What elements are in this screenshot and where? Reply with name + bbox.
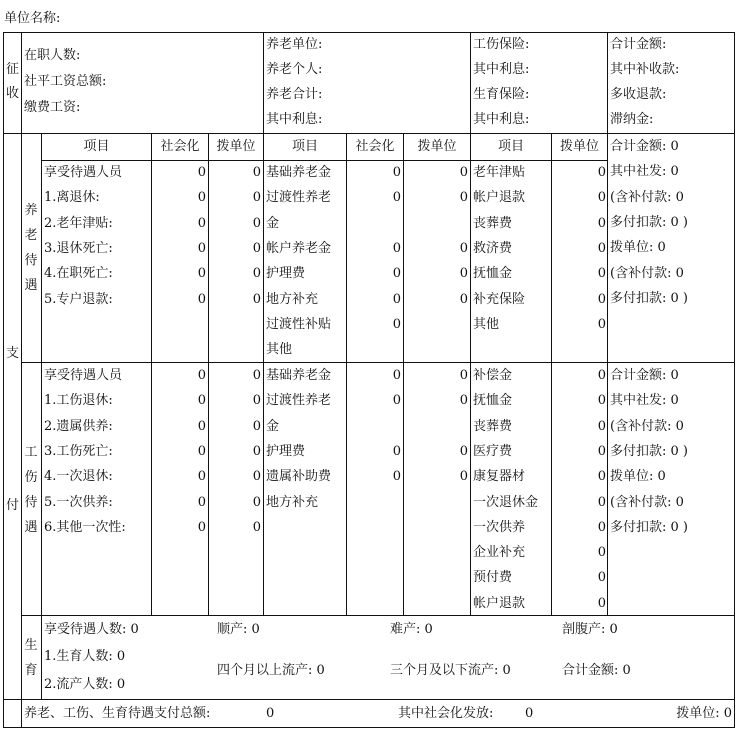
row-social-value: 0 <box>392 165 401 180</box>
totals-line: 多付扣款: 0 ) <box>610 214 688 230</box>
maternity-recipients: 享受待遇人数: 0 <box>44 622 139 637</box>
row-unit-value: 0 <box>252 215 261 231</box>
maternity-label: 生 育 <box>24 638 38 678</box>
row-item-name: 2.遗属供养: <box>44 418 113 434</box>
row-item-name: 丧葬费 <box>473 215 513 231</box>
row-item-name: 4.一次退休: <box>44 469 113 485</box>
row-social-value: 0 <box>392 190 401 206</box>
row-item-name: 4.在职死亡: <box>44 266 113 282</box>
row-unit-value: 0 <box>459 291 468 307</box>
row-item-name: 过渡性养老 <box>266 393 332 409</box>
row-item-name: 基础养老金 <box>266 165 332 180</box>
pension-unit-label: 养老单位: <box>266 37 323 52</box>
row-social-value: 0 <box>197 240 206 256</box>
row-item-name: 帐户退款 <box>473 595 526 611</box>
row-unit-value: 0 <box>597 443 606 459</box>
row-unit-value: 0 <box>252 469 261 485</box>
row-item-name: 其他 <box>473 316 500 332</box>
row-unit-value: 0 <box>252 393 261 409</box>
row-unit-value: 0 <box>459 240 468 256</box>
row-unit-value: 0 <box>459 469 468 485</box>
row-social-value: 0 <box>197 418 206 434</box>
row-item-name: 基础养老金 <box>266 368 332 383</box>
row-unit-value: 0 <box>597 291 606 307</box>
row-social-value: 0 <box>197 469 206 485</box>
row-unit-value: 0 <box>597 519 606 535</box>
row-social-value: 0 <box>197 291 206 307</box>
row-item-name: 1.工伤退休: <box>44 393 113 409</box>
header-item-1: 项目 <box>83 139 110 154</box>
row-social-value: 0 <box>197 266 206 282</box>
maternity-miscarriage-over4: 四个月以上流产: 0 <box>217 663 325 678</box>
row-social-value: 0 <box>392 266 401 282</box>
totals-line: 多付扣款: 0 ) <box>610 290 688 306</box>
row-unit-value: 0 <box>597 368 606 383</box>
maternity-total: 合计金额: 0 <box>562 663 631 678</box>
contribution-salary-label: 缴费工资: <box>24 100 81 115</box>
row-unit-value: 0 <box>252 418 261 434</box>
injury-insurance-label: 工伤保险: <box>473 37 530 52</box>
row-unit-value: 0 <box>597 570 606 586</box>
row-unit-value: 0 <box>459 190 468 206</box>
row-item-name: 帐户退款 <box>473 190 526 206</box>
row-social-value: 0 <box>197 165 206 180</box>
footer-total-value: 0 <box>266 706 275 721</box>
row-unit-value: 0 <box>597 595 606 611</box>
row-social-value: 0 <box>392 240 401 256</box>
totals-line: (含补付款: 0 <box>610 265 684 281</box>
row-item-name: 护理费 <box>266 443 306 459</box>
totals-line: 多付扣款: 0 ) <box>610 519 688 535</box>
row-unit-value: 0 <box>252 266 261 282</box>
row-social-value: 0 <box>197 368 206 383</box>
header-unit-1: 拨单位 <box>216 139 256 154</box>
row-social-value: 0 <box>197 393 206 409</box>
footer-social-value: 0 <box>525 706 534 721</box>
pension-personal-label: 养老个人: <box>266 62 323 77</box>
row-unit-value: 0 <box>252 291 261 307</box>
payout-label-bottom: 付 <box>5 498 19 513</box>
footer-social-label: 其中社会化发放: <box>398 706 494 721</box>
injury-interest-label: 其中利息: <box>473 62 530 77</box>
footer-unit: 拨单位: 0 <box>676 706 732 721</box>
row-social-value: 0 <box>392 316 401 332</box>
row-social-value: 0 <box>197 519 206 535</box>
row-unit-value: 0 <box>597 190 606 206</box>
row-item-name: 5.专户退款: <box>44 291 113 307</box>
totals-line: (含补付款: 0 <box>610 418 684 434</box>
row-unit-value: 0 <box>459 266 468 282</box>
row-unit-value: 0 <box>459 393 468 409</box>
row-item-name: 过渡性补贴 <box>266 316 332 332</box>
collect-total-amount-label: 合计金额: <box>610 37 667 52</box>
footer-total-label: 养老、工伤、生育待遇支付总额: <box>24 706 211 721</box>
row-item-name: 地方补充 <box>266 494 319 510</box>
maternity-miscarriage: 2.流产人数: 0 <box>44 677 126 692</box>
injury-label: 工 伤 待 遇 <box>24 445 38 535</box>
collect-label-2: 收 <box>5 86 19 101</box>
header-social-2: 社会化 <box>355 139 395 154</box>
row-item-name: 抚恤金 <box>473 393 513 409</box>
row-social-value: 0 <box>197 215 206 231</box>
row-item-name: 过渡性养老 <box>266 190 332 206</box>
row-item-name: 护理费 <box>266 266 306 282</box>
row-item-name: 其他 <box>266 342 293 358</box>
row-unit-value: 0 <box>597 215 606 231</box>
row-unit-value: 0 <box>597 165 606 180</box>
totals-line: 其中社发: 0 <box>610 164 679 180</box>
row-unit-value: 0 <box>252 519 261 535</box>
row-item-name: 抚恤金 <box>473 266 513 282</box>
header-unit-2: 拨单位 <box>417 139 457 154</box>
row-item-name: 医疗费 <box>473 443 513 459</box>
row-social-value: 0 <box>197 443 206 459</box>
totals-line: (含补付款: 0 <box>610 189 684 205</box>
header-social-1: 社会化 <box>160 139 200 154</box>
row-item-name: 5.一次供养: <box>44 494 113 510</box>
maternity-interest-label: 其中利息: <box>473 112 530 127</box>
row-item-name: 老年津贴 <box>473 165 526 180</box>
header-item-2: 项目 <box>291 139 318 154</box>
row-unit-value: 0 <box>252 165 261 180</box>
row-item-name: 补充保险 <box>473 291 526 307</box>
row-social-value: 0 <box>197 494 206 510</box>
avg-salary-total-label: 社平工资总额: <box>24 74 107 89</box>
row-item-name: 金 <box>266 418 280 434</box>
row-item-name: 6.其他一次性: <box>44 519 126 535</box>
totals-line: 其中社发: 0 <box>610 393 679 409</box>
row-item-name: 2.老年津贴: <box>44 215 113 231</box>
row-unit-value: 0 <box>597 494 606 510</box>
row-item-name: 帐户养老金 <box>266 240 332 256</box>
row-unit-value: 0 <box>597 469 606 485</box>
maternity-normal-birth: 顺产: 0 <box>217 622 260 637</box>
row-item-name: 遗属补助费 <box>266 469 332 485</box>
row-social-value: 0 <box>392 393 401 409</box>
maternity-difficult-birth: 难产: 0 <box>390 622 433 637</box>
row-unit-value: 0 <box>252 443 261 459</box>
totals-line: 拨单位: 0 <box>610 240 666 256</box>
supplement-collected-label: 其中补收款: <box>610 62 680 77</box>
row-item-name: 3.工伤死亡: <box>44 443 113 459</box>
totals-line: (含补付款: 0 <box>610 494 684 510</box>
header-item-3: 项目 <box>497 139 524 154</box>
row-item-name: 享受待遇人员 <box>44 165 123 180</box>
row-item-name: 企业补充 <box>473 545 526 561</box>
row-item-name: 康复器材 <box>473 469 526 485</box>
row-item-name: 预付费 <box>473 570 513 586</box>
row-social-value: 0 <box>392 291 401 307</box>
row-item-name: 3.退休死亡: <box>44 240 113 256</box>
row-unit-value: 0 <box>597 240 606 256</box>
row-unit-value: 0 <box>597 316 606 332</box>
row-social-value: 0 <box>392 469 401 485</box>
pension-interest-label: 其中利息: <box>266 112 323 127</box>
row-item-name: 地方补充 <box>266 291 319 307</box>
row-item-name: 金 <box>266 215 280 231</box>
row-unit-value: 0 <box>597 418 606 434</box>
row-unit-value: 0 <box>459 165 468 180</box>
row-item-name: 丧葬费 <box>473 418 513 434</box>
row-item-name: 1.离退休: <box>44 190 100 206</box>
row-social-value: 0 <box>197 190 206 206</box>
totals-line: 多付扣款: 0 ) <box>610 443 688 459</box>
row-unit-value: 0 <box>252 190 261 206</box>
overcollected-refund-label: 多收退款: <box>610 87 667 102</box>
row-unit-value: 0 <box>252 240 261 256</box>
row-unit-value: 0 <box>459 443 468 459</box>
row-unit-value: 0 <box>459 368 468 383</box>
row-unit-value: 0 <box>252 494 261 510</box>
staff-count-label: 在职人数: <box>24 48 81 63</box>
totals-line: 合计金额: 0 <box>610 368 679 383</box>
row-item-name: 一次退休金 <box>473 494 539 510</box>
totals-line: 拨单位: 0 <box>610 469 666 485</box>
totals-line: 合计金额: 0 <box>610 139 679 154</box>
payout-label-top: 支 <box>5 346 19 361</box>
row-unit-value: 0 <box>597 545 606 561</box>
maternity-births: 1.生育人数: 0 <box>44 649 126 664</box>
row-item-name: 补偿金 <box>473 368 513 383</box>
collect-label-1: 征 <box>5 62 19 77</box>
maternity-cesarean: 剖腹产: 0 <box>562 622 618 637</box>
pension-total-label: 养老合计: <box>266 87 323 102</box>
maternity-miscarriage-under3: 三个月及以下流产: 0 <box>390 663 511 678</box>
row-item-name: 救济费 <box>473 240 513 256</box>
late-fee-label: 滞纳金: <box>610 112 654 127</box>
maternity-insurance-label: 生育保险: <box>473 87 530 102</box>
row-unit-value: 0 <box>597 393 606 409</box>
unit-name-label: 单位名称: <box>4 11 61 26</box>
row-unit-value: 0 <box>252 368 261 383</box>
row-social-value: 0 <box>392 368 401 383</box>
row-social-value: 0 <box>392 443 401 459</box>
pension-label: 养 老 待 遇 <box>24 203 38 293</box>
row-item-name: 一次供养 <box>473 519 526 535</box>
header-unit-3: 拨单位 <box>559 139 599 154</box>
row-item-name: 享受待遇人员 <box>44 368 123 383</box>
row-unit-value: 0 <box>597 266 606 282</box>
